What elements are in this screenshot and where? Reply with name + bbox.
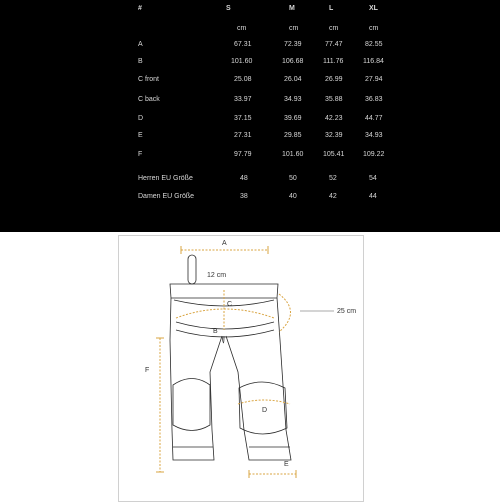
row-label-damen: Damen EU Größe — [138, 193, 195, 200]
left-knee-pad — [173, 379, 210, 431]
label-loop: 12 cm — [207, 272, 227, 279]
header-size-l: L — [329, 5, 334, 12]
row-label-herren: Herren EU Größe — [138, 175, 193, 182]
value-e-s: 27.31 — [234, 132, 252, 139]
label-a: A — [222, 240, 227, 247]
value-f-xl: 109.22 — [363, 151, 385, 158]
row-label-a: A — [138, 41, 143, 48]
header-hash: # — [138, 5, 142, 12]
value-a-xl: 82.55 — [365, 41, 383, 48]
unit-l: cm — [329, 25, 339, 32]
value-c-back-l: 35.88 — [325, 96, 343, 103]
value-f-s: 97.79 — [234, 151, 252, 158]
header-size-xl: XL — [369, 5, 378, 12]
value-a-l: 77.47 — [325, 41, 343, 48]
value-damen-l: 42 — [329, 193, 337, 200]
value-herren-s: 48 — [240, 175, 248, 182]
value-b-xl: 116.84 — [363, 58, 384, 65]
value-d-s: 37.15 — [234, 115, 252, 122]
row-label-f: F — [138, 151, 143, 158]
row-label-c-front: C front — [138, 76, 160, 83]
value-herren-xl: 54 — [369, 175, 377, 182]
value-damen-m: 40 — [289, 193, 297, 200]
value-c-back-s: 33.97 — [234, 96, 252, 103]
value-c-back-m: 34.93 — [284, 96, 302, 103]
label-side: 25 cm — [337, 308, 357, 315]
row-label-d: D — [138, 115, 144, 122]
value-c-front-m: 26.04 — [284, 76, 302, 83]
measure-side — [279, 294, 291, 332]
value-herren-m: 50 — [289, 175, 297, 182]
measure-d — [238, 400, 290, 404]
value-c-back-xl: 36.83 — [365, 96, 383, 103]
row-label-b: B — [138, 58, 143, 65]
header-size-m: M — [289, 5, 295, 12]
row-label-e: E — [138, 132, 143, 139]
value-b-s: 101.60 — [231, 58, 253, 65]
measurement-lines — [156, 246, 296, 478]
value-e-m: 29.85 — [284, 132, 302, 139]
right-leg-outline — [226, 298, 291, 460]
label-e: E — [284, 461, 289, 468]
value-damen-xl: 44 — [369, 193, 377, 200]
row-label-c-back: C back — [138, 96, 160, 103]
value-a-s: 67.31 — [234, 41, 252, 48]
unit-s: cm — [237, 25, 247, 32]
value-damen-s: 38 — [240, 193, 248, 200]
value-c-front-s: 25.08 — [234, 76, 252, 83]
value-b-l: 111.76 — [323, 58, 344, 65]
belt-loop — [188, 255, 196, 284]
value-b-m: 106.68 — [282, 58, 304, 65]
value-e-l: 32.39 — [325, 132, 343, 139]
measure-b — [176, 309, 274, 318]
value-f-m: 101.60 — [282, 151, 304, 158]
unit-xl: cm — [369, 25, 379, 32]
value-f-l: 105.41 — [323, 151, 345, 158]
label-c: C — [227, 301, 233, 308]
label-f: F — [145, 367, 150, 374]
label-d: D — [262, 407, 268, 414]
value-c-front-l: 26.99 — [325, 76, 343, 83]
pants-outline — [170, 255, 291, 460]
value-d-xl: 44.77 — [365, 115, 383, 122]
value-d-l: 42.23 — [325, 115, 343, 122]
header-size-s: S — [226, 5, 231, 12]
unit-m: cm — [289, 25, 299, 32]
label-b: B — [213, 328, 218, 335]
value-a-m: 72.39 — [284, 41, 302, 48]
value-e-xl: 34.93 — [365, 132, 383, 139]
value-d-m: 39.69 — [284, 115, 302, 122]
value-herren-l: 52 — [329, 175, 337, 182]
value-c-front-xl: 27.94 — [365, 76, 383, 83]
